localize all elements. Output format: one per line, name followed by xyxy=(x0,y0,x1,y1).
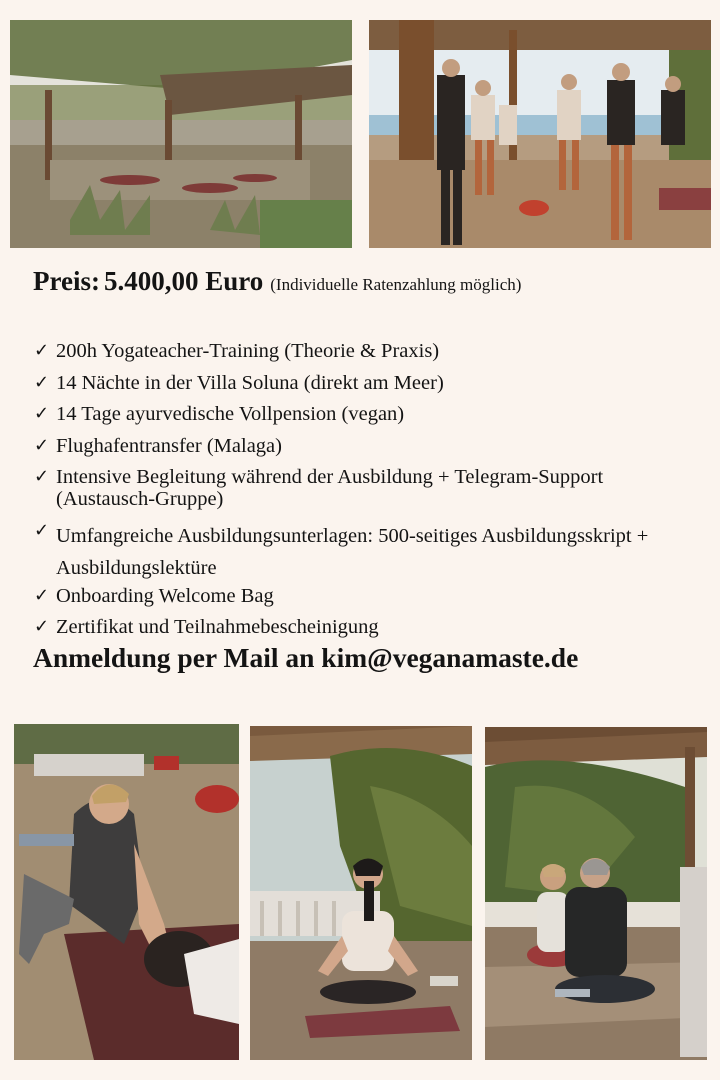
signup-email-line: Anmeldung per Mail an kim@veganamaste.de xyxy=(33,642,579,673)
feature-text: Onboarding Welcome Bag xyxy=(56,584,274,607)
check-icon: ✓ xyxy=(34,371,50,393)
feature-text: Umfangreiche Ausbildungsunterlagen: 500-seitiges Ausbildungsskript + Ausbildungslektüre xyxy=(56,524,649,579)
teacher-adjustment-photo xyxy=(14,724,239,1060)
check-icon: ✓ xyxy=(34,403,50,424)
installment-note: (Individuelle Ratenzahlung möglich) xyxy=(270,275,522,294)
list-item xyxy=(34,466,694,510)
list-item xyxy=(34,435,694,457)
list-item xyxy=(34,520,694,584)
group-yoga-class-photo xyxy=(369,20,711,248)
list-item xyxy=(34,403,694,425)
included-features-list xyxy=(34,340,694,648)
feature-text: 200h Yogateacher-Training (Theorie & Praxis) xyxy=(56,340,440,362)
check-icon: ✓ xyxy=(34,584,50,606)
price-amount: 5.400,00 Euro xyxy=(103,266,264,296)
meditation-pose-photo xyxy=(250,726,472,1060)
seated-group-meditation-photo xyxy=(485,727,707,1060)
list-item xyxy=(34,372,694,394)
feature-text: 14 Nächte in der Villa Soluna (direkt am Meer) xyxy=(56,371,444,394)
list-item xyxy=(34,616,694,638)
list-item xyxy=(34,585,694,607)
check-icon: ✓ xyxy=(34,340,50,361)
check-icon: ✓ xyxy=(34,466,50,487)
feature-text: Flughafentransfer (Malaga) xyxy=(56,434,282,457)
price-label: Preis: xyxy=(33,266,100,296)
price-line xyxy=(33,266,703,297)
list-item xyxy=(34,340,694,362)
check-icon: ✓ xyxy=(34,616,50,637)
feature-text: 14 Tage ayurvedische Vollpension (vegan) xyxy=(56,403,405,425)
feature-text: Zertifikat und Teilnahmebescheinigung xyxy=(56,616,379,638)
feature-text: Intensive Begleitung während der Ausbildung + Telegram-Support (Austausch-Gruppe) xyxy=(56,466,604,510)
check-icon: ✓ xyxy=(34,519,50,541)
outdoor-yoga-pergola-photo xyxy=(10,20,352,248)
check-icon: ✓ xyxy=(34,434,50,456)
